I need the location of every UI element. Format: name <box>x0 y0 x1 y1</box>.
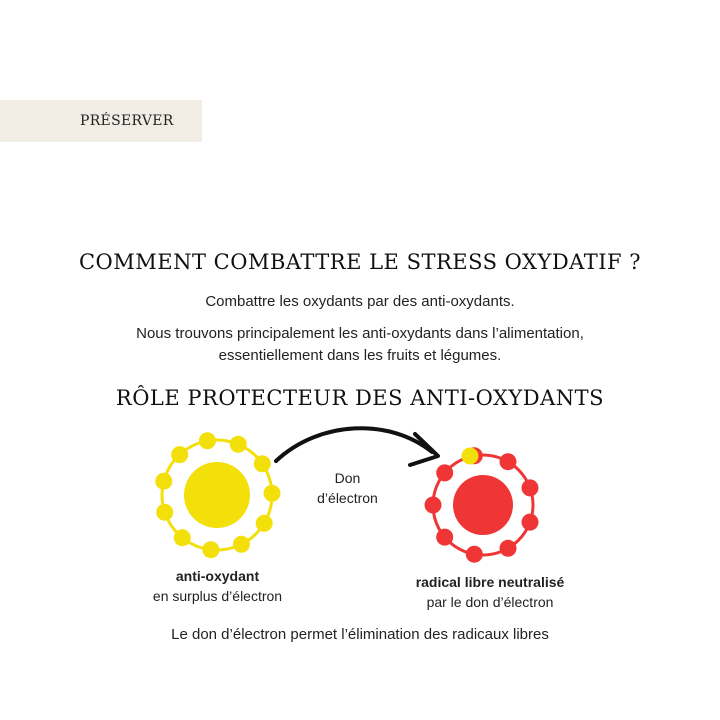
arrow-label <box>300 468 395 508</box>
radical-electron <box>500 453 517 470</box>
antioxidant-electron <box>202 541 219 558</box>
body-line-1: Nous trouvons principalement les anti-oxydants dans l’alimentation, <box>136 325 584 342</box>
antioxidant-electron <box>199 432 216 449</box>
antioxidant-electron <box>254 455 271 472</box>
donation-arrow <box>276 428 432 461</box>
radical-electron <box>425 497 442 514</box>
antioxidant-electron <box>156 504 173 521</box>
antioxidant-electron <box>155 473 172 490</box>
page-title: COMMENT COMBATTRE LE STRESS OXYDATIF ? <box>78 250 642 274</box>
antioxidant-nucleus <box>184 462 250 528</box>
radical-nucleus <box>453 475 513 535</box>
radical-electron <box>500 540 517 557</box>
radical-desc: par le don d’électron <box>426 594 554 610</box>
arrow-label-line-1: Don <box>334 470 361 486</box>
radical-atom <box>425 447 539 562</box>
radical-electron <box>522 479 539 496</box>
antioxidant-electron <box>174 529 191 546</box>
donated-electron <box>462 448 479 465</box>
radical-electron <box>436 464 453 481</box>
antioxidant-name: anti-oxydant <box>175 568 260 584</box>
section-tag: PRÉSERVER <box>0 100 202 142</box>
radical-name: radical libre neutralisé <box>415 574 565 590</box>
radical-electron <box>466 546 483 563</box>
antioxidant-electron <box>233 536 250 553</box>
antioxidant-desc: en surplus d’électron <box>152 588 283 604</box>
antioxidant-atom <box>155 432 280 558</box>
intro-text: Combattre les oxydants par des anti-oxydants. <box>205 293 515 310</box>
antioxidant-label <box>110 566 325 606</box>
arrow-label-line-2: d’électron <box>317 490 378 506</box>
radical-label <box>375 572 605 612</box>
footer-text: Le don d’électron permet l’élimination des radicaux libres <box>171 626 549 643</box>
body-line-2: essentiellement dans les fruits et légumes. <box>218 347 502 364</box>
section-subtitle: RÔLE PROTECTEUR DES ANTI-OXYDANTS <box>115 386 605 410</box>
antioxidant-electron <box>171 446 188 463</box>
radical-electron <box>522 514 539 531</box>
radical-electron <box>436 529 453 546</box>
antioxidant-electron <box>230 436 247 453</box>
antioxidant-electron <box>264 485 281 502</box>
antioxidant-electron <box>256 515 273 532</box>
